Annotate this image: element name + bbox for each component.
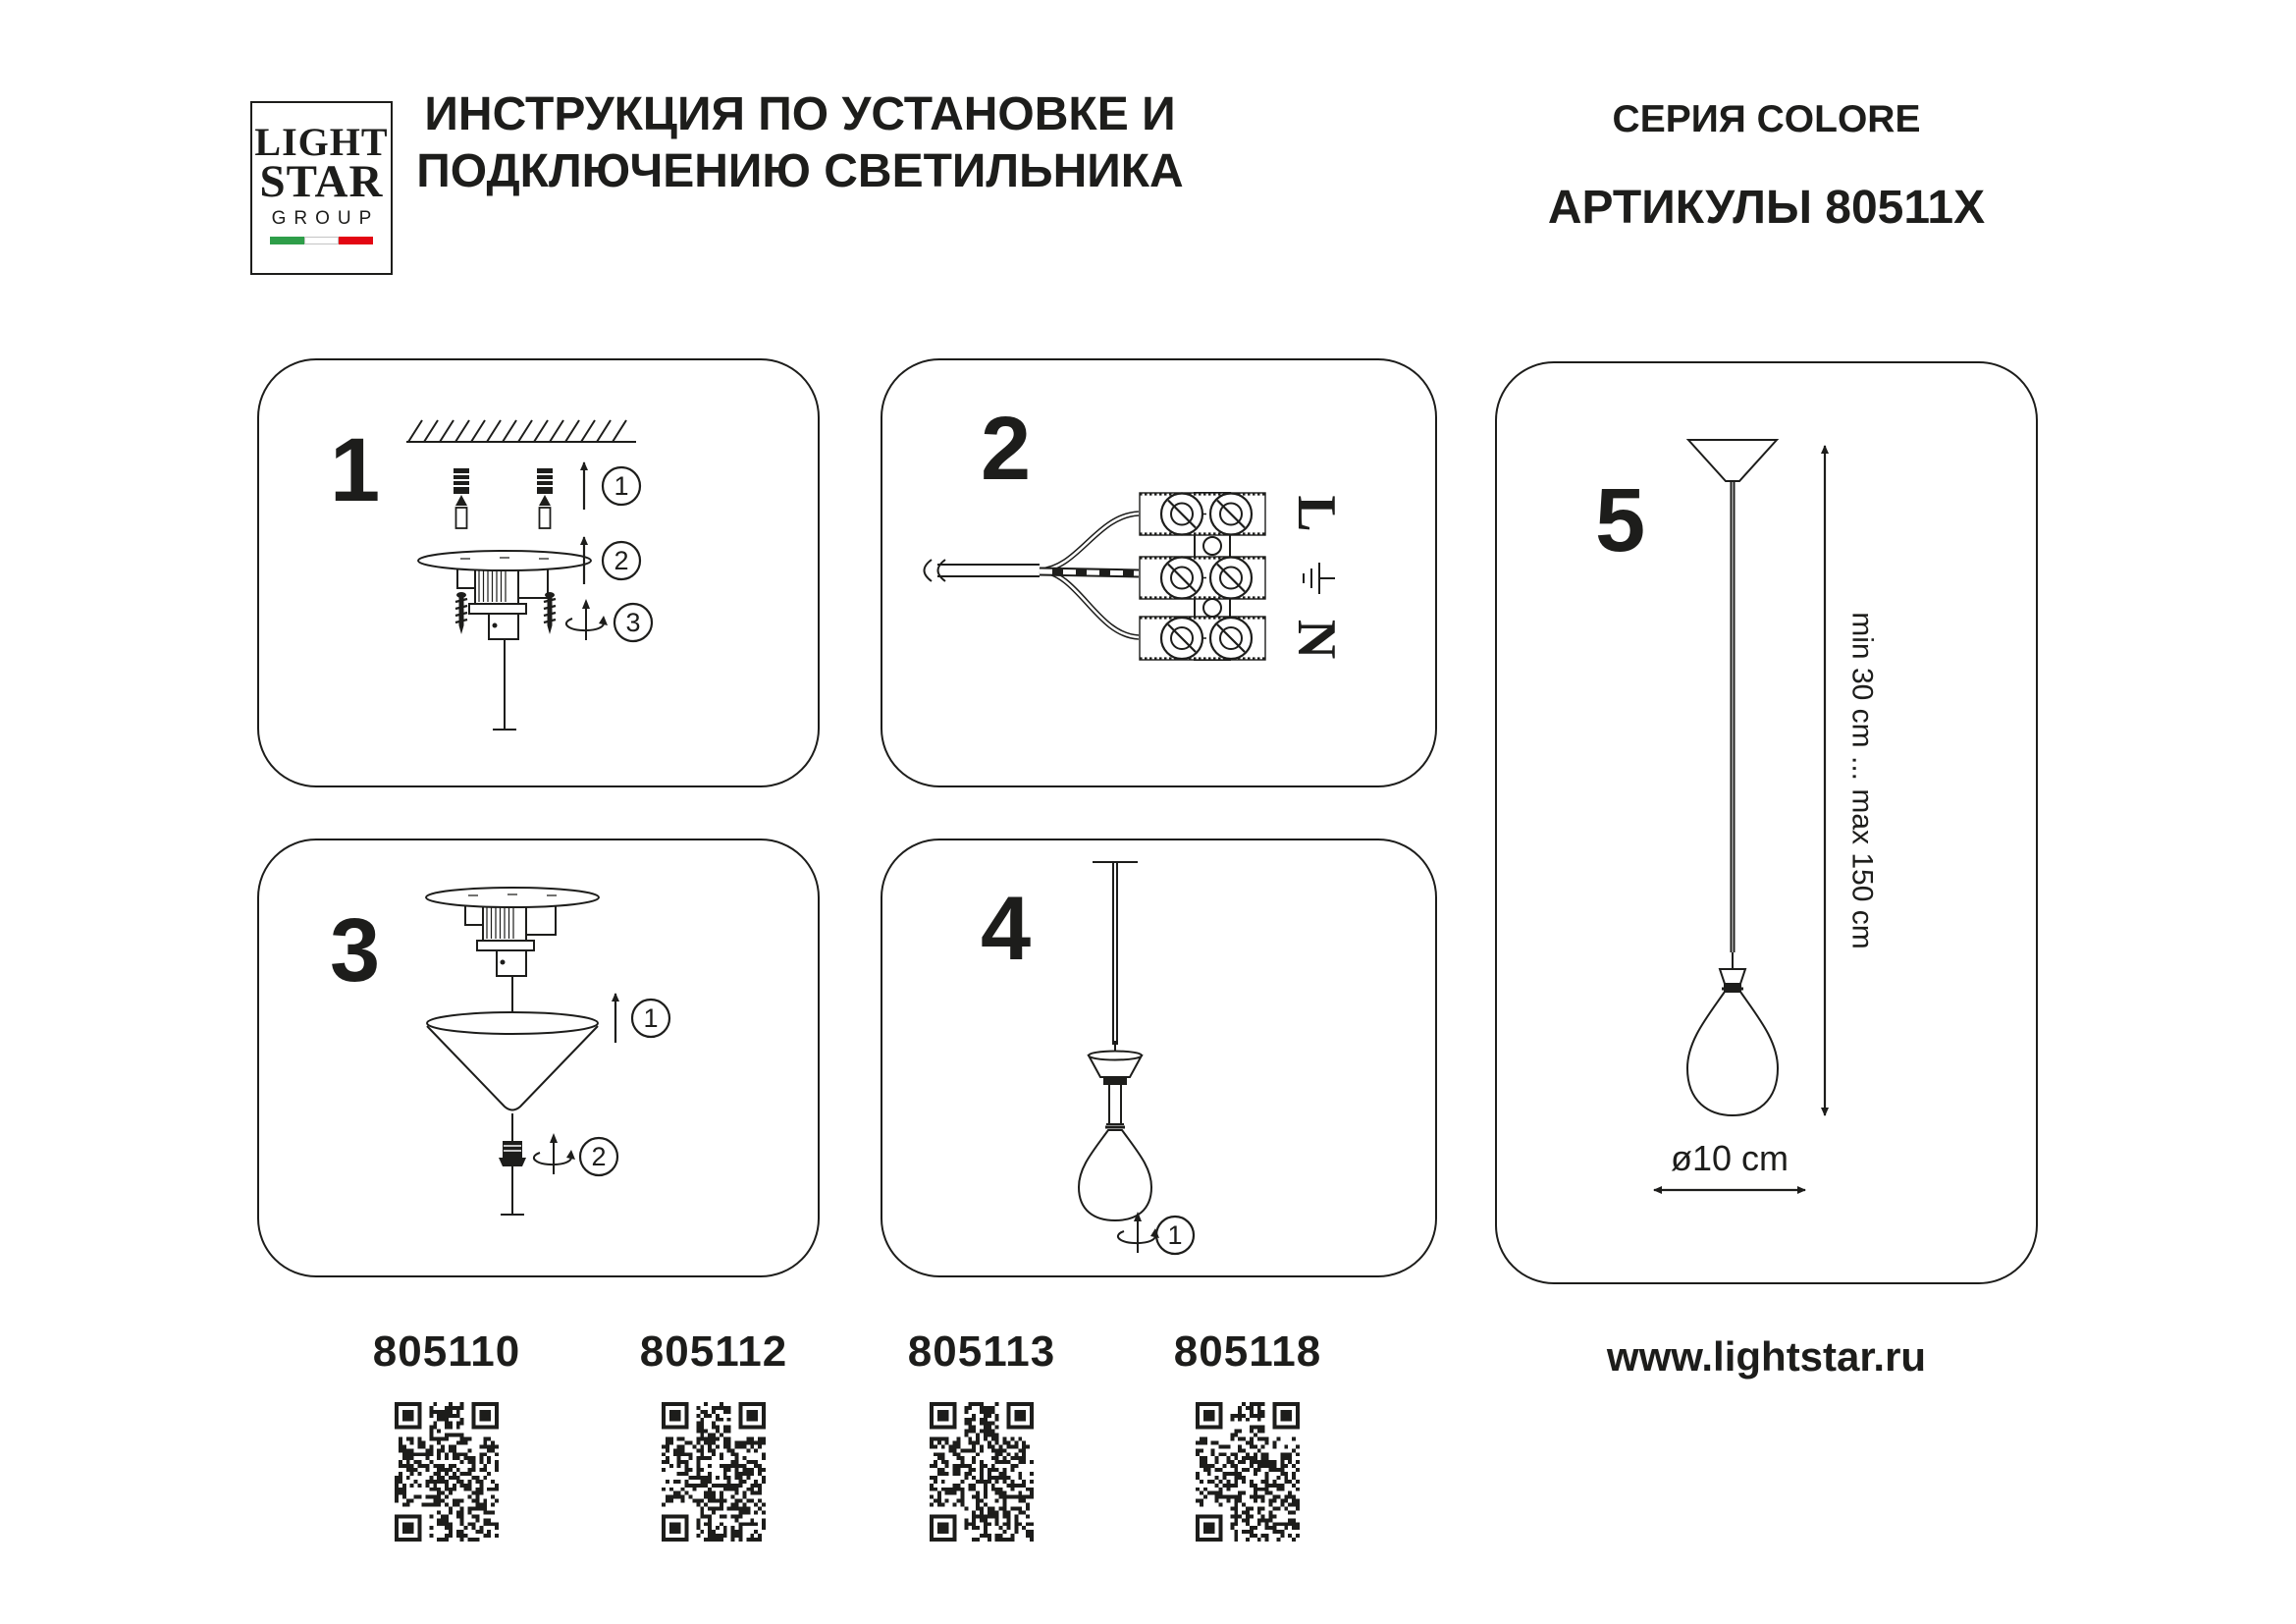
- product-code: 805113: [907, 1327, 1056, 1376]
- screw-head-icon: [1210, 494, 1252, 535]
- product-code: 805118: [1173, 1327, 1322, 1376]
- svg-text:3: 3: [625, 608, 641, 637]
- screw-head-icon: [1210, 618, 1252, 659]
- suspension-cord: [1113, 862, 1117, 1045]
- ceiling-mount-icon: [426, 888, 599, 976]
- screw-head-icon: [1161, 558, 1202, 599]
- series-title: СЕРИЯ COLORE: [1612, 98, 1921, 140]
- ceiling-mount-icon: [418, 551, 591, 639]
- website-url: www.lightstar.ru: [1606, 1333, 1927, 1380]
- product-column: [368, 1327, 525, 1546]
- height-dimension-label: min 30 cm ... max 150 cm: [1845, 612, 1879, 949]
- panel-number: 3: [330, 900, 381, 1001]
- rotate-arrow-icon: [566, 599, 608, 640]
- shade-holder: [1720, 952, 1745, 992]
- step-marker: [614, 604, 652, 641]
- panel-number: 1: [330, 420, 381, 520]
- page-title-line1: ИНСТРУКЦИЯ ПО УСТАНОВКЕ И: [424, 88, 1176, 140]
- svg-text:1: 1: [614, 471, 629, 501]
- product-column: [903, 1327, 1060, 1546]
- screw-icon: [455, 592, 467, 634]
- step-marker: [580, 1138, 617, 1175]
- mains-cable: [925, 560, 1041, 581]
- logo-word-star: STAR: [259, 155, 384, 207]
- rotate-arrow-icon: [534, 1133, 575, 1174]
- panel-5: [1495, 361, 2038, 1284]
- qr-code: [662, 1402, 766, 1542]
- product-column: [1169, 1327, 1326, 1546]
- wall-plug-icon: [454, 468, 469, 528]
- panel-2-illustration: [882, 360, 1435, 785]
- earth-symbol: [1304, 563, 1335, 594]
- product-column: [635, 1327, 792, 1546]
- teardrop-shade: [1687, 989, 1778, 1115]
- step-marker: [603, 542, 640, 579]
- panel-5-illustration: [1497, 363, 2036, 1282]
- step-marker: [632, 1000, 669, 1037]
- cone-canopy: [1688, 440, 1777, 481]
- panel-number: 2: [981, 399, 1032, 499]
- panel-4: [881, 839, 1437, 1277]
- logo-word-group: GROUP: [271, 208, 380, 230]
- svg-text:1: 1: [643, 1003, 659, 1033]
- wall-plug-icon: [537, 468, 553, 528]
- product-code: 805110: [372, 1327, 521, 1376]
- flag-green: [270, 237, 304, 244]
- lock-nut: [499, 1141, 526, 1166]
- step-marker: [1156, 1217, 1194, 1254]
- cord-cone: [1089, 1052, 1142, 1086]
- page-title-line2: ПОДКЛЮЧЕНИЮ СВЕТИЛЬНИКА: [416, 145, 1184, 197]
- italian-flag-stripe: [270, 237, 374, 244]
- teardrop-shade: [1079, 1127, 1151, 1220]
- cone-shade: [427, 1012, 598, 1110]
- page-title: [334, 86, 1266, 200]
- articles-title: АРТИКУЛЫ 80511X: [1547, 182, 1986, 234]
- wires: [1040, 514, 1139, 637]
- screw-head-icon: [1161, 618, 1202, 659]
- svg-text:1: 1: [1167, 1220, 1183, 1250]
- flag-red: [339, 237, 373, 244]
- qr-code: [1196, 1402, 1300, 1542]
- svg-text:2: 2: [614, 546, 629, 575]
- qr-code: [395, 1402, 499, 1542]
- panel-1: [257, 358, 820, 787]
- lamp-holder-tube: [1106, 1085, 1124, 1124]
- panel-2: [881, 358, 1437, 787]
- panel-number: 4: [981, 879, 1032, 979]
- ceiling-hatch: [406, 420, 636, 442]
- terminal-block: [1140, 493, 1265, 660]
- panel-number: 5: [1595, 470, 1646, 570]
- product-code: 805112: [639, 1327, 788, 1376]
- logo-word-light: LIGHT: [254, 120, 389, 164]
- flag-white: [304, 237, 339, 244]
- qr-code: [930, 1402, 1034, 1542]
- screw-head-icon: [1210, 558, 1252, 599]
- suspension-cord: [1732, 481, 1735, 952]
- terminal-label-line: L: [1286, 495, 1347, 532]
- panel-3: [257, 839, 820, 1277]
- svg-text:2: 2: [591, 1142, 607, 1171]
- panel-4-illustration: [882, 840, 1435, 1275]
- step-marker: [603, 467, 640, 505]
- screw-head-icon: [1161, 494, 1202, 535]
- diameter-label: ø10 cm: [1670, 1138, 1789, 1178]
- terminal-label-neutral: N: [1286, 619, 1347, 660]
